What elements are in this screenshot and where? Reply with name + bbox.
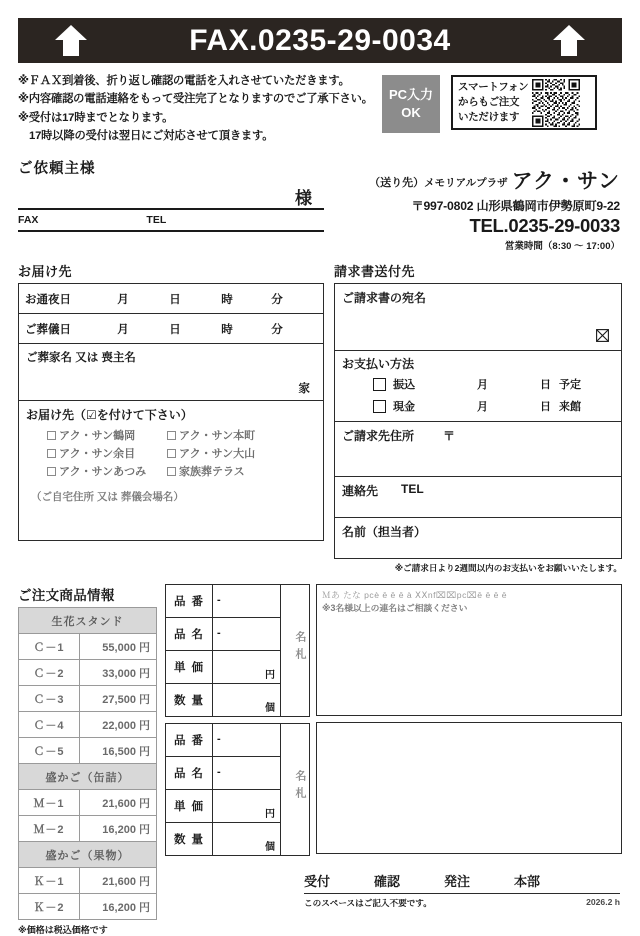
order-entry-block [165, 584, 310, 936]
fax-order-form-page [0, 18, 640, 936]
entry-label-unit-price: 単価 [166, 651, 213, 684]
entry-value-code[interactable] [213, 585, 281, 618]
tsuya-minute: 分 [271, 293, 283, 306]
fax-header-bar [18, 18, 622, 63]
price-code: Ｍ－1 [19, 790, 80, 816]
footer-columns [304, 871, 620, 894]
tsuya-day: 日 [169, 293, 181, 306]
company-tel: TEL.0235-29-0033 [469, 215, 620, 237]
footer-subnote-row [304, 897, 620, 909]
entry-value-quantity[interactable] [213, 823, 281, 856]
pc-badge-line-1: PC入力 [388, 87, 434, 103]
entry-label-quantity: 数量 [166, 684, 213, 717]
table-row-family-name[interactable] [19, 344, 324, 401]
order-entry-table-1 [165, 584, 310, 717]
dash-mark: - [217, 627, 221, 640]
sougi-day: 日 [169, 323, 181, 336]
nafuda-vertical-label: 名札 [281, 585, 310, 717]
entry-value-unit-price[interactable] [213, 651, 281, 684]
sougi-month: 月 [117, 323, 129, 336]
onchu-mark-icon [596, 329, 609, 345]
dest-option-label-5: 家族葬テラス [179, 466, 245, 479]
dest-option-1[interactable] [167, 427, 287, 443]
yen-unit: 円 [265, 670, 275, 682]
order-entry-table-2 [165, 723, 310, 856]
sougi-hour: 時 [221, 323, 233, 336]
table-row-contact[interactable] [335, 477, 622, 518]
table-row-tsuya[interactable] [19, 284, 324, 314]
delivery-table [18, 283, 324, 541]
price-group-heading-2: 盛かご（果物） [19, 842, 157, 868]
cash-suffix: 来館 [559, 401, 581, 414]
qr-caption [458, 80, 528, 125]
price-amount: 33,000 円 [80, 660, 157, 686]
table-row-destination[interactable] [19, 401, 324, 541]
transfer-day: 日 [540, 379, 551, 392]
person-label: 名前（担当者） [342, 525, 427, 540]
contact-label: 連絡先 [342, 484, 379, 499]
notice-line-1: ※ＦＡＸ到着後、折り返し確認の電話を入れさせていただきます。 [18, 75, 350, 87]
invoice-title: 請求書送付先 [334, 264, 416, 280]
price-amount: 16,200 円 [80, 894, 157, 920]
qr-code-icon [532, 79, 580, 127]
requester-company-row [18, 157, 622, 252]
checkbox-icon[interactable] [47, 449, 56, 458]
footer-note: このスペースはご記入不要です。 [304, 898, 432, 908]
dest-option-0[interactable] [47, 427, 167, 443]
dash-mark: - [217, 766, 221, 779]
notice-line-4: 17時以降の受付は翌日にご対応させて頂きます。 [29, 129, 274, 142]
table-row-item-code[interactable] [166, 724, 310, 757]
smartphone-qr-box[interactable] [451, 75, 597, 130]
contact-tel-label: TEL [401, 482, 424, 497]
table-row-item-code[interactable] [166, 585, 310, 618]
table-row [19, 712, 157, 738]
office-use-footer [304, 871, 620, 909]
payment-cash-row[interactable] [373, 398, 581, 414]
qr-caption-line-3: いただけます [458, 110, 520, 123]
piece-unit: 個 [265, 703, 275, 715]
table-row [19, 686, 157, 712]
dest-option-label-1: アク・サン本町 [179, 430, 256, 443]
checkbox-icon-transfer[interactable] [373, 378, 386, 391]
tsuya-hour: 時 [221, 293, 233, 306]
transfer-suffix: 予定 [559, 379, 581, 392]
addressee-label: ご請求書の宛名 [342, 291, 427, 306]
table-row-sougi[interactable] [19, 314, 324, 344]
fax-label: FAX [18, 214, 39, 227]
dash-mark: - [217, 594, 221, 607]
entry-label-quantity: 数量 [166, 823, 213, 856]
table-row [19, 634, 157, 660]
price-code: Ｃ－1 [19, 634, 80, 660]
table-row [19, 738, 157, 764]
price-amount: 21,600 円 [80, 790, 157, 816]
dest-option-4[interactable] [47, 463, 167, 479]
price-code: Ｃ－5 [19, 738, 80, 764]
table-row [19, 894, 157, 920]
entry-label-code: 品番 [166, 585, 213, 618]
sougi-label: ご葬儀日 [25, 323, 71, 336]
checkbox-icon[interactable] [167, 431, 176, 440]
price-group-heading-0: 生花スタンド [19, 608, 157, 634]
table-row-addressee[interactable] [335, 284, 622, 351]
checkbox-icon[interactable] [47, 467, 56, 476]
payment-label: お支払い方法 [342, 357, 415, 372]
notice-row [18, 72, 622, 145]
price-code: Ｃ－2 [19, 660, 80, 686]
price-code: Ｃ－3 [19, 686, 80, 712]
bill-address-label: ご請求先住所 [342, 429, 415, 444]
notice-line-3: ※受付は17時までとなります。 [18, 111, 174, 124]
nafuda-input-area-1[interactable] [316, 584, 622, 716]
entry-label-name: 品名 [166, 757, 213, 790]
footer-col-confirm: 確認 [374, 874, 401, 889]
notice-line-2: ※内容確認の電話連絡をもって受注完了となりますのでご了承下さい。 [18, 93, 373, 106]
entry-value-quantity[interactable] [213, 684, 281, 717]
entry-value-code[interactable] [213, 724, 281, 757]
company-address: 〒997-0802 山形県鶴岡市伊勢原町9-22 [411, 199, 620, 214]
nafuda-note: ※3名様以上の連名はご相談ください [322, 603, 468, 614]
sougi-minute: 分 [271, 323, 283, 336]
price-table [18, 607, 157, 920]
dest-option-2[interactable] [47, 445, 167, 461]
price-amount: 16,200 円 [80, 816, 157, 842]
arrow-up-icon-left [54, 24, 88, 57]
table-row [19, 790, 157, 816]
dest-option-3[interactable] [167, 445, 287, 461]
form-columns [18, 261, 622, 574]
price-note: ※価格は税込価格です [18, 925, 108, 936]
family-name-label: ご葬家名 又は 喪主名 [26, 352, 136, 365]
invoice-table [334, 283, 622, 559]
table-row-group-heading [19, 608, 157, 634]
company-prefix: （送り先） [369, 177, 425, 190]
table-row-group-heading [19, 764, 157, 790]
dest-option-label-3: アク・サン大山 [179, 448, 256, 461]
tsuya-label: お通夜日 [25, 293, 71, 306]
dash-mark: - [217, 733, 221, 746]
price-code: Ｋ－1 [19, 868, 80, 894]
arrow-up-icon-right [552, 24, 586, 57]
requester-block [18, 157, 324, 252]
table-row-group-heading [19, 842, 157, 868]
delivery-title: お届け先 [18, 264, 73, 280]
checkbox-icon-cash[interactable] [373, 400, 386, 413]
entry-label-unit-price: 単価 [166, 790, 213, 823]
transfer-month: 月 [477, 379, 488, 392]
price-amount: 22,000 円 [80, 712, 157, 738]
family-name-suffix: 家 [298, 383, 310, 396]
requester-title: ご依頼主様 [18, 161, 96, 178]
fax-number: FAX.0235-29-0034 [189, 23, 451, 57]
price-code: Ｋ－2 [19, 894, 80, 920]
table-row [19, 660, 157, 686]
nafuda-input-area-2[interactable] [316, 722, 622, 854]
company-hours: 営業時間（8:30 ～ 17:00） [504, 241, 620, 253]
table-row-person[interactable] [335, 518, 622, 559]
destination-title: お届け先（☑を付けて下さい） [26, 408, 193, 423]
price-group-heading-1: 盛かご（缶詰） [19, 764, 157, 790]
payment-transfer-row[interactable] [373, 376, 581, 392]
zip-mark-icon: 〒 [443, 429, 456, 444]
invoice-footnote: ※ご請求日より2週間以内のお支払いをお願いいたします。 [394, 563, 622, 574]
table-row-payment[interactable] [335, 351, 622, 422]
pc-badge-line-2: OK [401, 105, 421, 120]
transfer-label: 振込 [393, 379, 415, 392]
requester-name-field[interactable] [18, 182, 324, 210]
entry-value-unit-price[interactable] [213, 790, 281, 823]
dest-option-label-2: アク・サン余目 [59, 448, 136, 461]
tsuya-month: 月 [117, 293, 129, 306]
footer-revision: 2026.2 h [586, 897, 620, 907]
checkbox-icon[interactable] [47, 431, 56, 440]
company-name-row [324, 165, 620, 195]
table-row-bill-address[interactable] [335, 422, 622, 477]
dest-option-5[interactable] [167, 463, 287, 479]
notice-list [18, 72, 378, 145]
entry-label-code: 品番 [166, 724, 213, 757]
dest-option-label-0: アク・サン鶴岡 [59, 430, 136, 443]
destination-options [47, 427, 297, 481]
cash-day: 日 [540, 401, 551, 414]
cash-month: 月 [477, 401, 488, 414]
nafuda-garbled-note: Ｍあ たな pcè ē ē ē à ⅩⅩnf⌧⌧pc⌧ē ē ē ē [322, 590, 508, 601]
footer-col-headquarters: 本部 [514, 874, 541, 889]
price-amount: 27,500 円 [80, 686, 157, 712]
company-block [324, 157, 622, 252]
price-amount: 21,600 円 [80, 868, 157, 894]
price-code: Ｍ－2 [19, 816, 80, 842]
footer-col-reception: 受付 [304, 874, 331, 889]
pc-input-ok-badge [382, 75, 440, 133]
company-brand: アク・サン [511, 170, 620, 194]
footer-col-order: 発注 [444, 874, 471, 889]
price-code: Ｃ－4 [19, 712, 80, 738]
delivery-section [18, 261, 324, 574]
price-amount: 16,500 円 [80, 738, 157, 764]
yen-unit: 円 [265, 809, 275, 821]
checkbox-icon[interactable] [167, 449, 176, 458]
requester-fax-tel-field[interactable] [18, 210, 324, 232]
checkbox-icon[interactable] [167, 467, 176, 476]
tel-label: TEL [146, 214, 167, 227]
table-row [19, 868, 157, 894]
table-row [19, 816, 157, 842]
cash-label: 現金 [393, 401, 415, 414]
company-sub: メモリアルプラザ [424, 177, 508, 190]
price-amount: 55,000 円 [80, 634, 157, 660]
entry-value-name[interactable] [213, 757, 281, 790]
price-list-block [18, 584, 158, 936]
invoice-section [334, 261, 622, 574]
qr-caption-line-1: スマートフォン [458, 81, 529, 94]
order-title: ご注文商品情報 [18, 588, 115, 604]
piece-unit: 個 [265, 842, 275, 854]
destination-note: （ご自宅住所 又は 葬儀会場名） [31, 491, 184, 504]
qr-caption-line-2: からもご注文 [458, 96, 520, 109]
dest-option-label-4: アク・サンあつみ [59, 466, 147, 479]
nafuda-vertical-label: 名札 [281, 724, 310, 856]
entry-label-name: 品名 [166, 618, 213, 651]
sama-suffix: 様 [295, 189, 312, 209]
entry-value-name[interactable] [213, 618, 281, 651]
